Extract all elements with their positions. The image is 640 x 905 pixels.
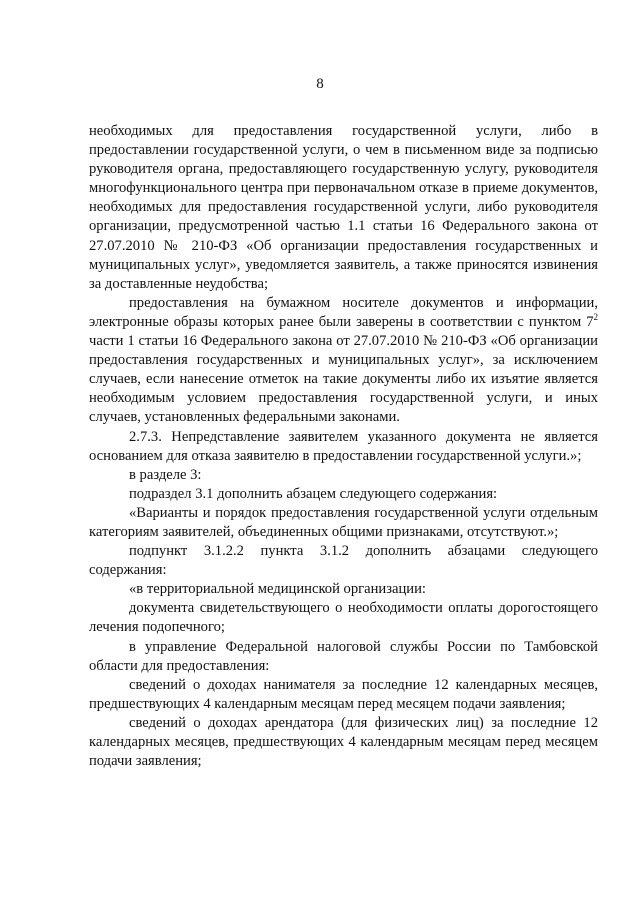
paragraph-2	[89, 294, 598, 428]
paragraph-2-text: предоставления на бумажном носителе документов и информации, электронные образы которых ранее были заверены в соответствии с пунктом 7	[89, 294, 598, 330]
superscript: 2	[593, 312, 598, 323]
paragraph-5: подраздел 3.1 дополнить абзацем следующего содержания:	[129, 485, 498, 502]
paragraph-8: «в территориальной медицинской организации:	[129, 581, 426, 598]
paragraph-1: необходимых для предоставления государственной услуги, либо в предоставлении государственной услуги, о чем в письменном виде за подписью руководителя органа, предоставляющего государственную услугу, руководителя многофункционального центра при первоначальном отказе в приеме документов, необходимых для предоставления государственной услуги, либо руководителя организации, предусмотренной частью 1.1 статьи 16 Федерального закона от 27.07.2010 № 210-ФЗ «Об организации предоставления государственных и муниципальных услуг», уведомляется заявитель, а также приносятся извинения за доставленные неудобства;	[89, 123, 598, 292]
paragraph-6: «Варианты и порядок предоставления государственной услуги отдельным категориям заявителей, объединенных общими признаками, отсутствуют.»;	[89, 504, 598, 540]
paragraph-9: документа свидетельствующего о необходимости оплаты дорогостоящего лечения подопечного;	[89, 600, 598, 636]
paragraph-11: сведений о доходах нанимателя за последние 12 календарных месяцев, предшествующих 4 календарным месяцам перед месяцем подачи заявления;	[89, 676, 598, 712]
document-body	[89, 122, 598, 771]
page-number: 8	[316, 76, 324, 92]
paragraph-10: в управление Федеральной налоговой службы России по Тамбовской области для предоставления:	[89, 638, 598, 674]
paragraph-3: 2.7.3. Непредставление заявителем указанного документа не является основанием для отказа заявителю в предоставлении государственной услуги.»;	[89, 428, 598, 464]
paragraph-12: сведений о доходах арендатора (для физических лиц) за последние 12 календарных месяцев, предшествующих 4 календарным месяцам перед месяцем подачи заявления;	[89, 714, 598, 770]
paragraph-2-text-continued: части 1 статьи 16 Федерального закона от 27.07.2010 № 210-ФЗ «Об организации предоставления государственных и муниципальных услуг», за исключением случаев, если нанесение отметок на такие документы либо их изъятие является необходимым условием предоставления государственной услуги, и иных случаев, установленных федеральными законами.	[89, 333, 598, 426]
paragraph-7: подпункт 3.1.2.2 пункта 3.1.2 дополнить абзацами следующего содержания:	[89, 543, 598, 579]
paragraph-4: в разделе 3:	[129, 466, 202, 483]
